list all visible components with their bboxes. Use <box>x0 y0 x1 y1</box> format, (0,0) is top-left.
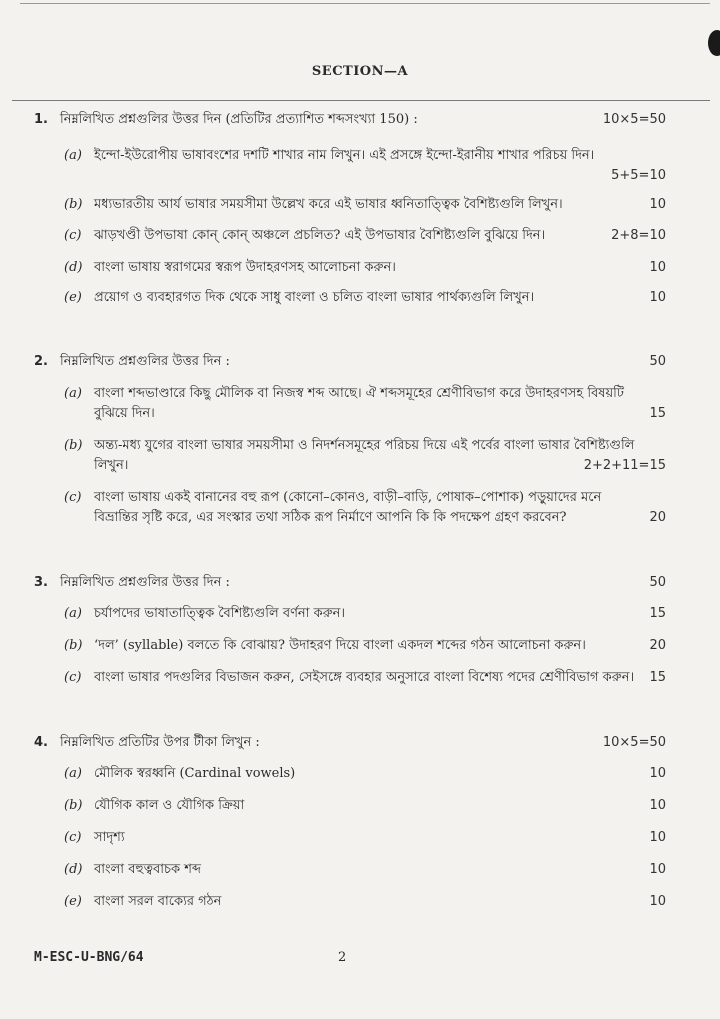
sub-question-line <box>0 860 720 880</box>
sub-question-text: সাদৃশ্য <box>94 830 125 845</box>
sub-question-label: (b) <box>64 438 83 453</box>
sub-question-marks: 15 <box>649 670 666 685</box>
sub-question-text: মধ্যভারতীয় আর্য ভাষার সময়সীমা উল্লেখ করে এই ভাষার ধ্বনিতাত্ত্বিক বৈশিষ্ট্যগুলি লিখুন। <box>94 197 563 212</box>
question-header <box>0 573 720 593</box>
question-marks: 10×5=50 <box>602 112 666 127</box>
sub-question-label: (c) <box>64 490 82 505</box>
sub-question-label: (c) <box>64 228 82 243</box>
sub-question-marks: 5+5=10 <box>611 168 666 183</box>
sub-question-text: ইন্দো-ইউরোপীয় ভাষাবংশের দশটি শাখার নাম লিখুন। এই প্রসঙ্গে ইন্দো-ইরানীয় শাখার পরিচয় দিন। <box>94 148 595 163</box>
sub-question-text: ‘দল’ (syllable) বলতে কি বোঝায়? উদাহরণ দিয়ে বাংলা একদল শব্দের গঠন আলোচনা করুন। <box>94 638 586 653</box>
sub-question-text: বাংলা ভাষায় স্বরাগমের স্বরূপ উদাহরণসহ আলোচনা করুন। <box>94 260 396 275</box>
sub-question-marks: 20 <box>649 510 666 525</box>
sub-question-marks: 10 <box>649 766 666 781</box>
sub-question-marks: 10 <box>649 290 666 305</box>
top-rule <box>20 3 710 4</box>
punch-hole-mark <box>708 30 720 56</box>
sub-question-line <box>0 796 720 816</box>
sub-question-label: (c) <box>64 670 82 685</box>
sub-question-marks: 15 <box>649 406 666 421</box>
question-text: নিম্নলিখিত প্রতিটির উপর টীকা লিখুন : <box>60 735 260 750</box>
question-text: নিম্নলিখিত প্রশ্নগুলির উত্তর দিন : <box>60 575 230 590</box>
sub-question-marks: 10 <box>649 260 666 275</box>
sub-question-line <box>0 636 720 656</box>
sub-question-text: যৌগিক কাল ও যৌগিক ক্রিয়া <box>94 798 245 813</box>
sub-question-marks: 10 <box>649 830 666 845</box>
sub-question-label: (b) <box>64 638 83 653</box>
sub-question-text: বাংলা বহুত্ববাচক শব্দ <box>94 862 202 877</box>
sub-question-label: (a) <box>64 386 82 401</box>
sub-question-label: (d) <box>64 260 83 275</box>
paper-code: M-ESC-U-BNG/64 <box>34 950 144 965</box>
question-marks: 10×5=50 <box>602 735 666 750</box>
sub-question-line <box>0 288 720 308</box>
sub-question-line <box>0 488 720 508</box>
sub-question-line <box>0 456 720 476</box>
sub-question-label: (a) <box>64 766 82 781</box>
sub-question-marks: 2+2+11=15 <box>583 458 666 473</box>
sub-question-line <box>0 195 720 215</box>
sub-question-label: (e) <box>64 894 82 909</box>
sub-question-marks: 10 <box>649 798 666 813</box>
sub-question-line <box>0 764 720 784</box>
sub-question-marks: 15 <box>649 606 666 621</box>
sub-question-text: চর্যাপদের ভাষাতাত্ত্বিক বৈশিষ্ট্যগুলি বর্ণনা করুন। <box>94 606 346 621</box>
sub-question-line <box>0 258 720 278</box>
sub-question-line <box>0 892 720 912</box>
page-number: 2 <box>338 950 347 965</box>
sub-question-line <box>0 146 720 166</box>
sub-question-line <box>0 436 720 456</box>
sub-question-text: অন্ত্য-মধ্য যুগের বাংলা ভাষার সময়সীমা ও নিদর্শনসমূহের পরিচয় দিয়ে এই পর্বের বাংলা ভাষার বৈশিষ্ট্যগুলি <box>94 438 635 453</box>
sub-question-label: (a) <box>64 148 82 163</box>
sub-question-text: প্রয়োগ ও ব্যবহারগত দিক থেকে সাধু বাংলা ও চলিত বাংলা ভাষার পার্থক্যগুলি লিখুন। <box>94 290 535 305</box>
sub-question-label: (a) <box>64 606 82 621</box>
section-divider <box>12 100 710 101</box>
sub-question-text: বিভ্রান্তির সৃষ্টি করে, এর সংস্কার তথা সঠিক রূপ নির্মাণে আপনি কি কি পদক্ষেপ গ্রহণ করবেন? <box>94 510 567 525</box>
question-header <box>0 733 720 753</box>
question-number: 2. <box>34 354 48 369</box>
question-number: 3. <box>34 575 48 590</box>
sub-question-label: (c) <box>64 830 82 845</box>
sub-question-label: (b) <box>64 798 83 813</box>
sub-question-marks: 10 <box>649 894 666 909</box>
question-header <box>0 110 720 130</box>
question-marks: 50 <box>649 354 666 369</box>
sub-question-line <box>0 508 720 528</box>
question-number: 1. <box>34 112 48 127</box>
sub-question-text: লিখুন। <box>94 458 129 473</box>
sub-question-text: বুঝিয়ে দিন। <box>94 406 155 421</box>
sub-question-line <box>0 404 720 424</box>
sub-question-line <box>0 226 720 246</box>
question-number: 4. <box>34 735 48 750</box>
sub-question-line <box>0 604 720 624</box>
question-text: নিম্নলিখিত প্রশ্নগুলির উত্তর দিন (প্রতিটির প্রত্যাশিত শব্দসংখ্যা 150) : <box>60 112 418 127</box>
sub-question-marks: 2+8=10 <box>611 228 666 243</box>
sub-question-label: (d) <box>64 862 83 877</box>
question-header <box>0 352 720 372</box>
sub-question-line <box>0 384 720 404</box>
sub-question-text: বাংলা ভাষার পদগুলির বিভাজন করুন, সেইসঙ্গে ব্যবহার অনুসারে বাংলা বিশেষ্য পদের শ্রেণীবিভাগ করুন। <box>94 670 635 685</box>
sub-question-marks-line <box>0 166 720 186</box>
sub-question-line <box>0 828 720 848</box>
sub-question-text: ঝাড়খণ্ডী উপভাষা কোন্‌ কোন্‌ অঞ্চলে প্রচলিত? এই উপভাষার বৈশিষ্ট্যগুলি বুঝিয়ে দিন। <box>94 228 546 243</box>
sub-question-label: (e) <box>64 290 82 305</box>
sub-question-text: মৌলিক স্বরধ্বনি (Cardinal vowels) <box>94 766 296 781</box>
section-title: SECTION—A <box>311 64 409 79</box>
sub-question-line <box>0 668 720 688</box>
question-text: নিম্নলিখিত প্রশ্নগুলির উত্তর দিন : <box>60 354 230 369</box>
sub-question-text: বাংলা শব্দভাণ্ডারে কিছু মৌলিক বা নিজস্ব শব্দ আছে। ঐ শব্দসমূহের শ্রেণীবিভাগ করে উদাহরণসহ বিষয়টি <box>94 386 624 401</box>
sub-question-label: (b) <box>64 197 83 212</box>
sub-question-text: বাংলা সরল বাক্যের গঠন <box>94 894 222 909</box>
sub-question-text: বাংলা ভাষায় একই বানানের বহু রূপ (কোনো–কোনও, বাড়ী–বাড়ি, পোষাক–পোশাক) পড়ুয়াদের মনে <box>94 490 602 505</box>
sub-question-marks: 10 <box>649 197 666 212</box>
sub-question-marks: 20 <box>649 638 666 653</box>
question-marks: 50 <box>649 575 666 590</box>
sub-question-marks: 10 <box>649 862 666 877</box>
